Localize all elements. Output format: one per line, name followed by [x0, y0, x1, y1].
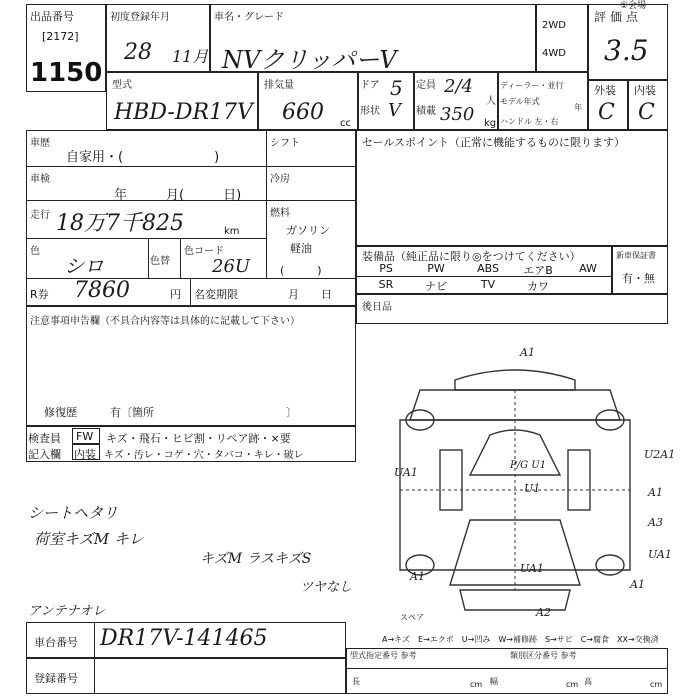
capacity-label: 定員 — [416, 80, 436, 91]
mileage-value: 18万7千825 — [56, 211, 184, 236]
inspection-label: 車検 — [30, 174, 50, 185]
fuel-diesel: 軽油 — [290, 242, 312, 255]
expiry-value: 月 日 — [288, 288, 332, 301]
reg-label: 登録番号 — [34, 672, 78, 685]
mileage-unit: km — [224, 226, 240, 237]
load-unit: kg — [484, 118, 497, 129]
recycle-label: R券 — [30, 288, 49, 301]
spare-label: スペア — [400, 613, 424, 622]
interior-label: 内装 — [634, 84, 656, 97]
shift-label: シフト — [270, 138, 300, 149]
color-label: 色 — [30, 246, 40, 257]
first-reg-year: 28 — [124, 40, 152, 65]
drive-4wd: 4WD — [542, 48, 566, 59]
format-label: 型式指定番号 参考 — [350, 651, 417, 660]
class-label: 類別区分番号 参考 — [510, 651, 577, 660]
width-unit: cm — [566, 680, 579, 689]
model-label: 型式 — [112, 80, 132, 91]
length-unit: cm — [470, 680, 483, 689]
door-value: 5 — [390, 76, 403, 100]
dmg-mark-right-2: A1 — [648, 486, 663, 499]
hw-note-1: シートヘタリ — [28, 504, 119, 522]
color-change-label: 色替 — [150, 256, 170, 267]
dealer-label: ディーラー・並行 — [500, 81, 564, 90]
model-year-label: モデル年式 — [500, 97, 540, 106]
car-name: NVクリッパーV — [222, 46, 397, 74]
repair-label: 修復歴 — [44, 406, 77, 419]
repair-value: 有〔箇所 〕 — [110, 406, 297, 419]
chassis-value: DR17V-141465 — [100, 626, 268, 651]
dmg-mark-right-3: A3 — [648, 516, 663, 529]
rule-1 — [26, 166, 356, 167]
height-label: 高 — [584, 677, 592, 686]
capacity-value: 2/4 — [444, 76, 473, 97]
car-diagram — [360, 340, 670, 630]
interior-items: キズ・汚レ・コゲ・穴・タバコ・キレ・破レ — [104, 450, 304, 461]
color-divider — [148, 238, 149, 278]
equip-abs: ABS — [477, 262, 499, 275]
mileage-label: 走行 — [30, 210, 50, 221]
height-unit: cm — [650, 680, 663, 689]
handle-label: ハンドル 左・右 — [500, 117, 559, 126]
code-divider — [180, 238, 181, 278]
equip-airbag: エアB — [523, 264, 553, 277]
model-value: HBD-DR17V — [114, 100, 253, 125]
inspection-value: 年 月( 日) — [114, 188, 242, 203]
aircon-label: 冷房 — [270, 174, 290, 185]
displacement-label: 排気量 — [264, 80, 294, 91]
equip-navi: ナビ — [425, 280, 447, 293]
dmg-mark-right-4: UA1 — [648, 548, 672, 561]
equip-sr: SR — [378, 278, 394, 291]
dmg-mark-back: A2 — [536, 606, 551, 619]
eval-score: 3.5 — [604, 34, 649, 67]
inspector-label-2: 記入欄 — [28, 448, 61, 461]
model-year-unit: 年 — [574, 103, 582, 112]
damage-legend: A→キズ E→エクボ U→凹み W→補修跡 S→サビ C→腐食 XX→交換済 — [382, 635, 659, 644]
fuel-other: ( ) — [280, 264, 322, 277]
fw-label: FW — [76, 430, 94, 443]
lot-number: 1150 — [30, 58, 103, 88]
dmg-mark-left-1: UA1 — [394, 466, 418, 479]
hw-note-4: ツヤなし — [300, 580, 353, 595]
drive-2wd: 2WD — [542, 20, 566, 31]
lot-label: 出品番号 — [30, 10, 74, 23]
equip-tv: TV — [480, 278, 496, 291]
warranty-value: 有・無 — [622, 272, 655, 285]
notes-title: 注意事項申告欄（不具合内容等は具体的に記載して下さい） — [30, 316, 300, 327]
inspector-label: 検査員 — [28, 432, 61, 445]
later-label: 後日品 — [362, 302, 392, 313]
color-value: シロ — [64, 254, 104, 278]
history-value: 自家用・( ) — [66, 150, 220, 165]
dmg-mark-rear: UA1 — [520, 562, 544, 575]
color-code-label: 色コード — [184, 246, 224, 257]
fw-items: キズ・飛石・ヒビ割・リペア跡・×要 — [106, 432, 291, 445]
equip-ps: PS — [379, 262, 393, 275]
exterior-grade: C — [598, 100, 615, 125]
chassis-label: 車台番号 — [34, 636, 78, 649]
capacity-unit: 人 — [486, 96, 496, 107]
exterior-label: 外装 — [594, 84, 616, 97]
equip-rule — [356, 276, 612, 277]
load-label: 積載 — [416, 106, 436, 117]
color-code: 26U — [212, 256, 251, 277]
car-name-label: 車名・グレード — [214, 12, 284, 23]
info-divider — [266, 130, 267, 278]
expiry-label: 名変期限 — [194, 288, 238, 301]
recycle-value: 7860 — [74, 278, 130, 303]
displacement-value: 660 — [282, 100, 324, 125]
eval-label: 評価点 — [594, 10, 643, 24]
equip-leather: カワ — [527, 280, 549, 293]
history-label: 車歴 — [30, 138, 50, 149]
equip-pw: PW — [427, 262, 445, 275]
top-right-note: ①会場 — [620, 1, 647, 11]
displacement-unit: cc — [340, 118, 351, 129]
drive-box — [536, 4, 588, 72]
shape-value: V — [388, 100, 401, 121]
hw-note-5: アンテナオレ — [28, 604, 106, 619]
dmg-mark-left-2: A1 — [410, 570, 425, 583]
spec-rule — [346, 668, 668, 669]
later-box — [356, 294, 668, 324]
dmg-mark-roof-2: U1 — [524, 482, 541, 495]
width-label: 幅 — [490, 677, 498, 686]
dmg-mark-roof: P/G U1 — [510, 460, 547, 471]
recycle-unit: 円 — [170, 288, 181, 301]
lot-sub: [2172] — [42, 30, 79, 43]
interior-grade: C — [638, 100, 655, 125]
warranty-label: 新車保証書 — [616, 251, 656, 260]
interior-inspect-label: 内装 — [74, 448, 96, 461]
recycle-divider — [190, 278, 191, 306]
sales-title: セールスポイント（正常に機能するものに限ります） — [362, 136, 626, 149]
equip-aw: AW — [579, 262, 597, 275]
dmg-mark-right-5: A1 — [630, 578, 645, 591]
fuel-label: 燃料 — [270, 208, 290, 219]
length-label: 長 — [352, 677, 360, 686]
first-reg-label: 初度登録年月 — [110, 12, 170, 23]
first-reg-month: 11月 — [172, 47, 209, 66]
shape-label: 形状 — [360, 106, 380, 117]
fuel-gas: ガソリン — [286, 224, 330, 237]
hw-note-3: キズM ラスキズS — [200, 551, 312, 567]
dmg-mark-right-1: U2A1 — [644, 448, 676, 461]
dmg-mark-front: A1 — [520, 346, 535, 359]
hw-note-2: 荷室キズM キレ — [34, 530, 144, 548]
rule-3 — [26, 238, 266, 239]
load-value: 350 — [440, 104, 475, 125]
door-label: ドア — [360, 80, 380, 91]
equip-title: 装備品（純正品に限り◎をつけてください） — [362, 250, 581, 263]
